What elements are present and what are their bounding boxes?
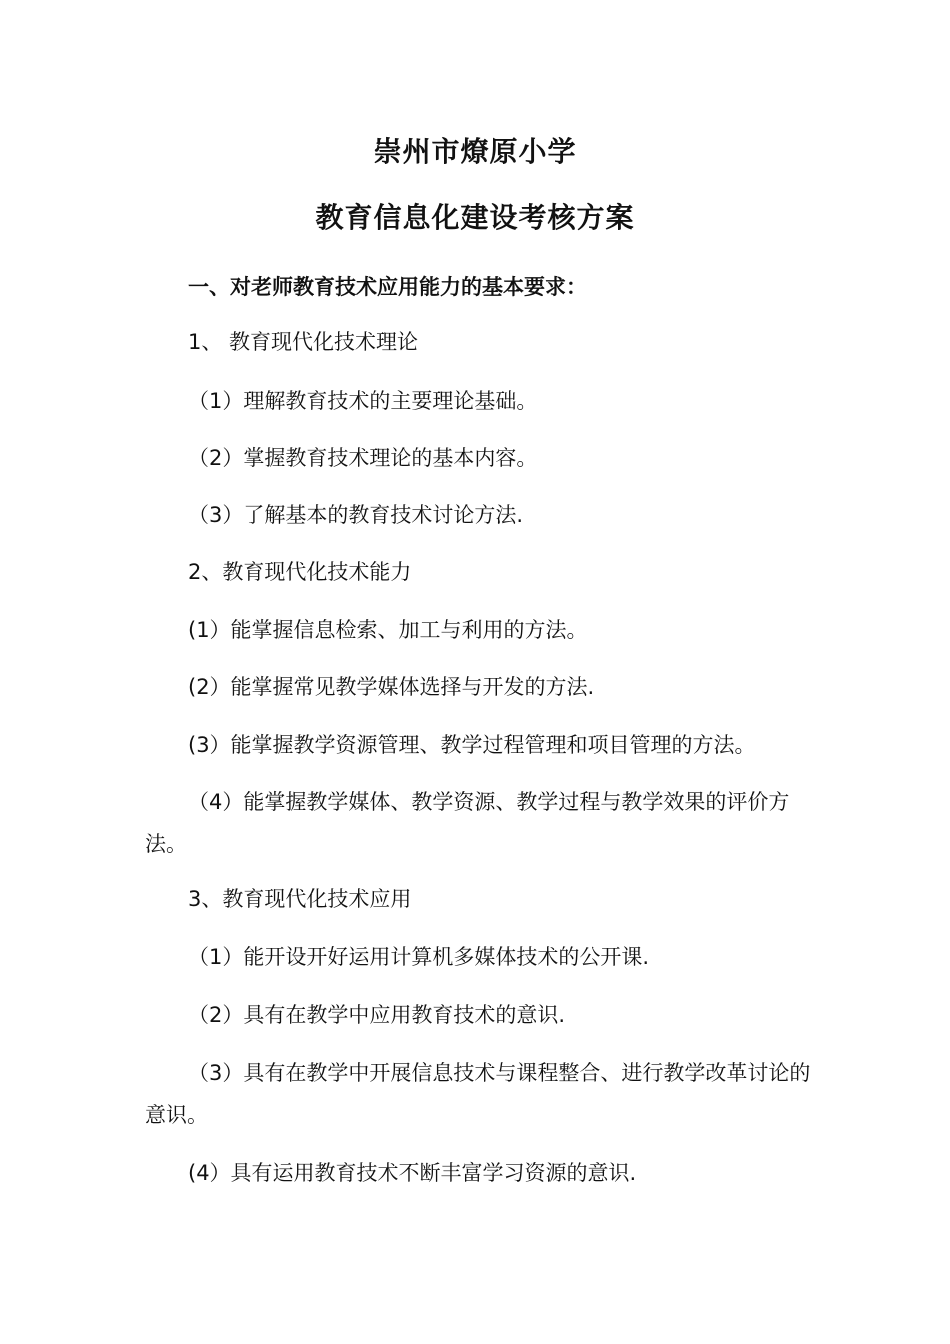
paragraph-item: （2）具有在教学中应用教育技术的意识. [188,1003,566,1027]
paragraph-item: (3）能掌握教学资源管理、教学过程管理和项目管理的方法。 [188,733,756,757]
document-title-plan: 教育信息化建设考核方案 [315,201,635,234]
document-title-school: 崇州市燎原小学 [373,135,577,168]
paragraph-item: (2）能掌握常见教学媒体选择与开发的方法. [188,675,595,699]
paragraph-item: （3）了解基本的教育技术讨论方法. [188,503,524,527]
paragraph-item: （1）能开设开好运用计算机多媒体技术的公开课. [188,945,650,969]
subsection-heading-1: 1、 教育现代化技术理论 [188,330,419,354]
paragraph-item: （3）具有在教学中开展信息技术与课程整合、进行教学改革讨论的意识。 [145,1061,811,1127]
paragraph-item: （2）掌握教育技术理论的基本内容。 [188,446,538,470]
section-heading-1: 一、对老师教育技术应用能力的基本要求： [188,275,587,299]
paragraph-item: （4）能掌握教学媒体、教学资源、教学过程与教学效果的评价方法。 [145,790,790,856]
paragraph-item: (1）能掌握信息检索、加工与利用的方法。 [188,618,588,642]
paragraph-item: (4）具有运用教育技术不断丰富学习资源的意识. [188,1161,637,1185]
subsection-heading-3: 3、教育现代化技术应用 [188,887,412,911]
subsection-heading-2: 2、教育现代化技术能力 [188,560,412,584]
paragraph-item: （1）理解教育技术的主要理论基础。 [188,389,538,413]
